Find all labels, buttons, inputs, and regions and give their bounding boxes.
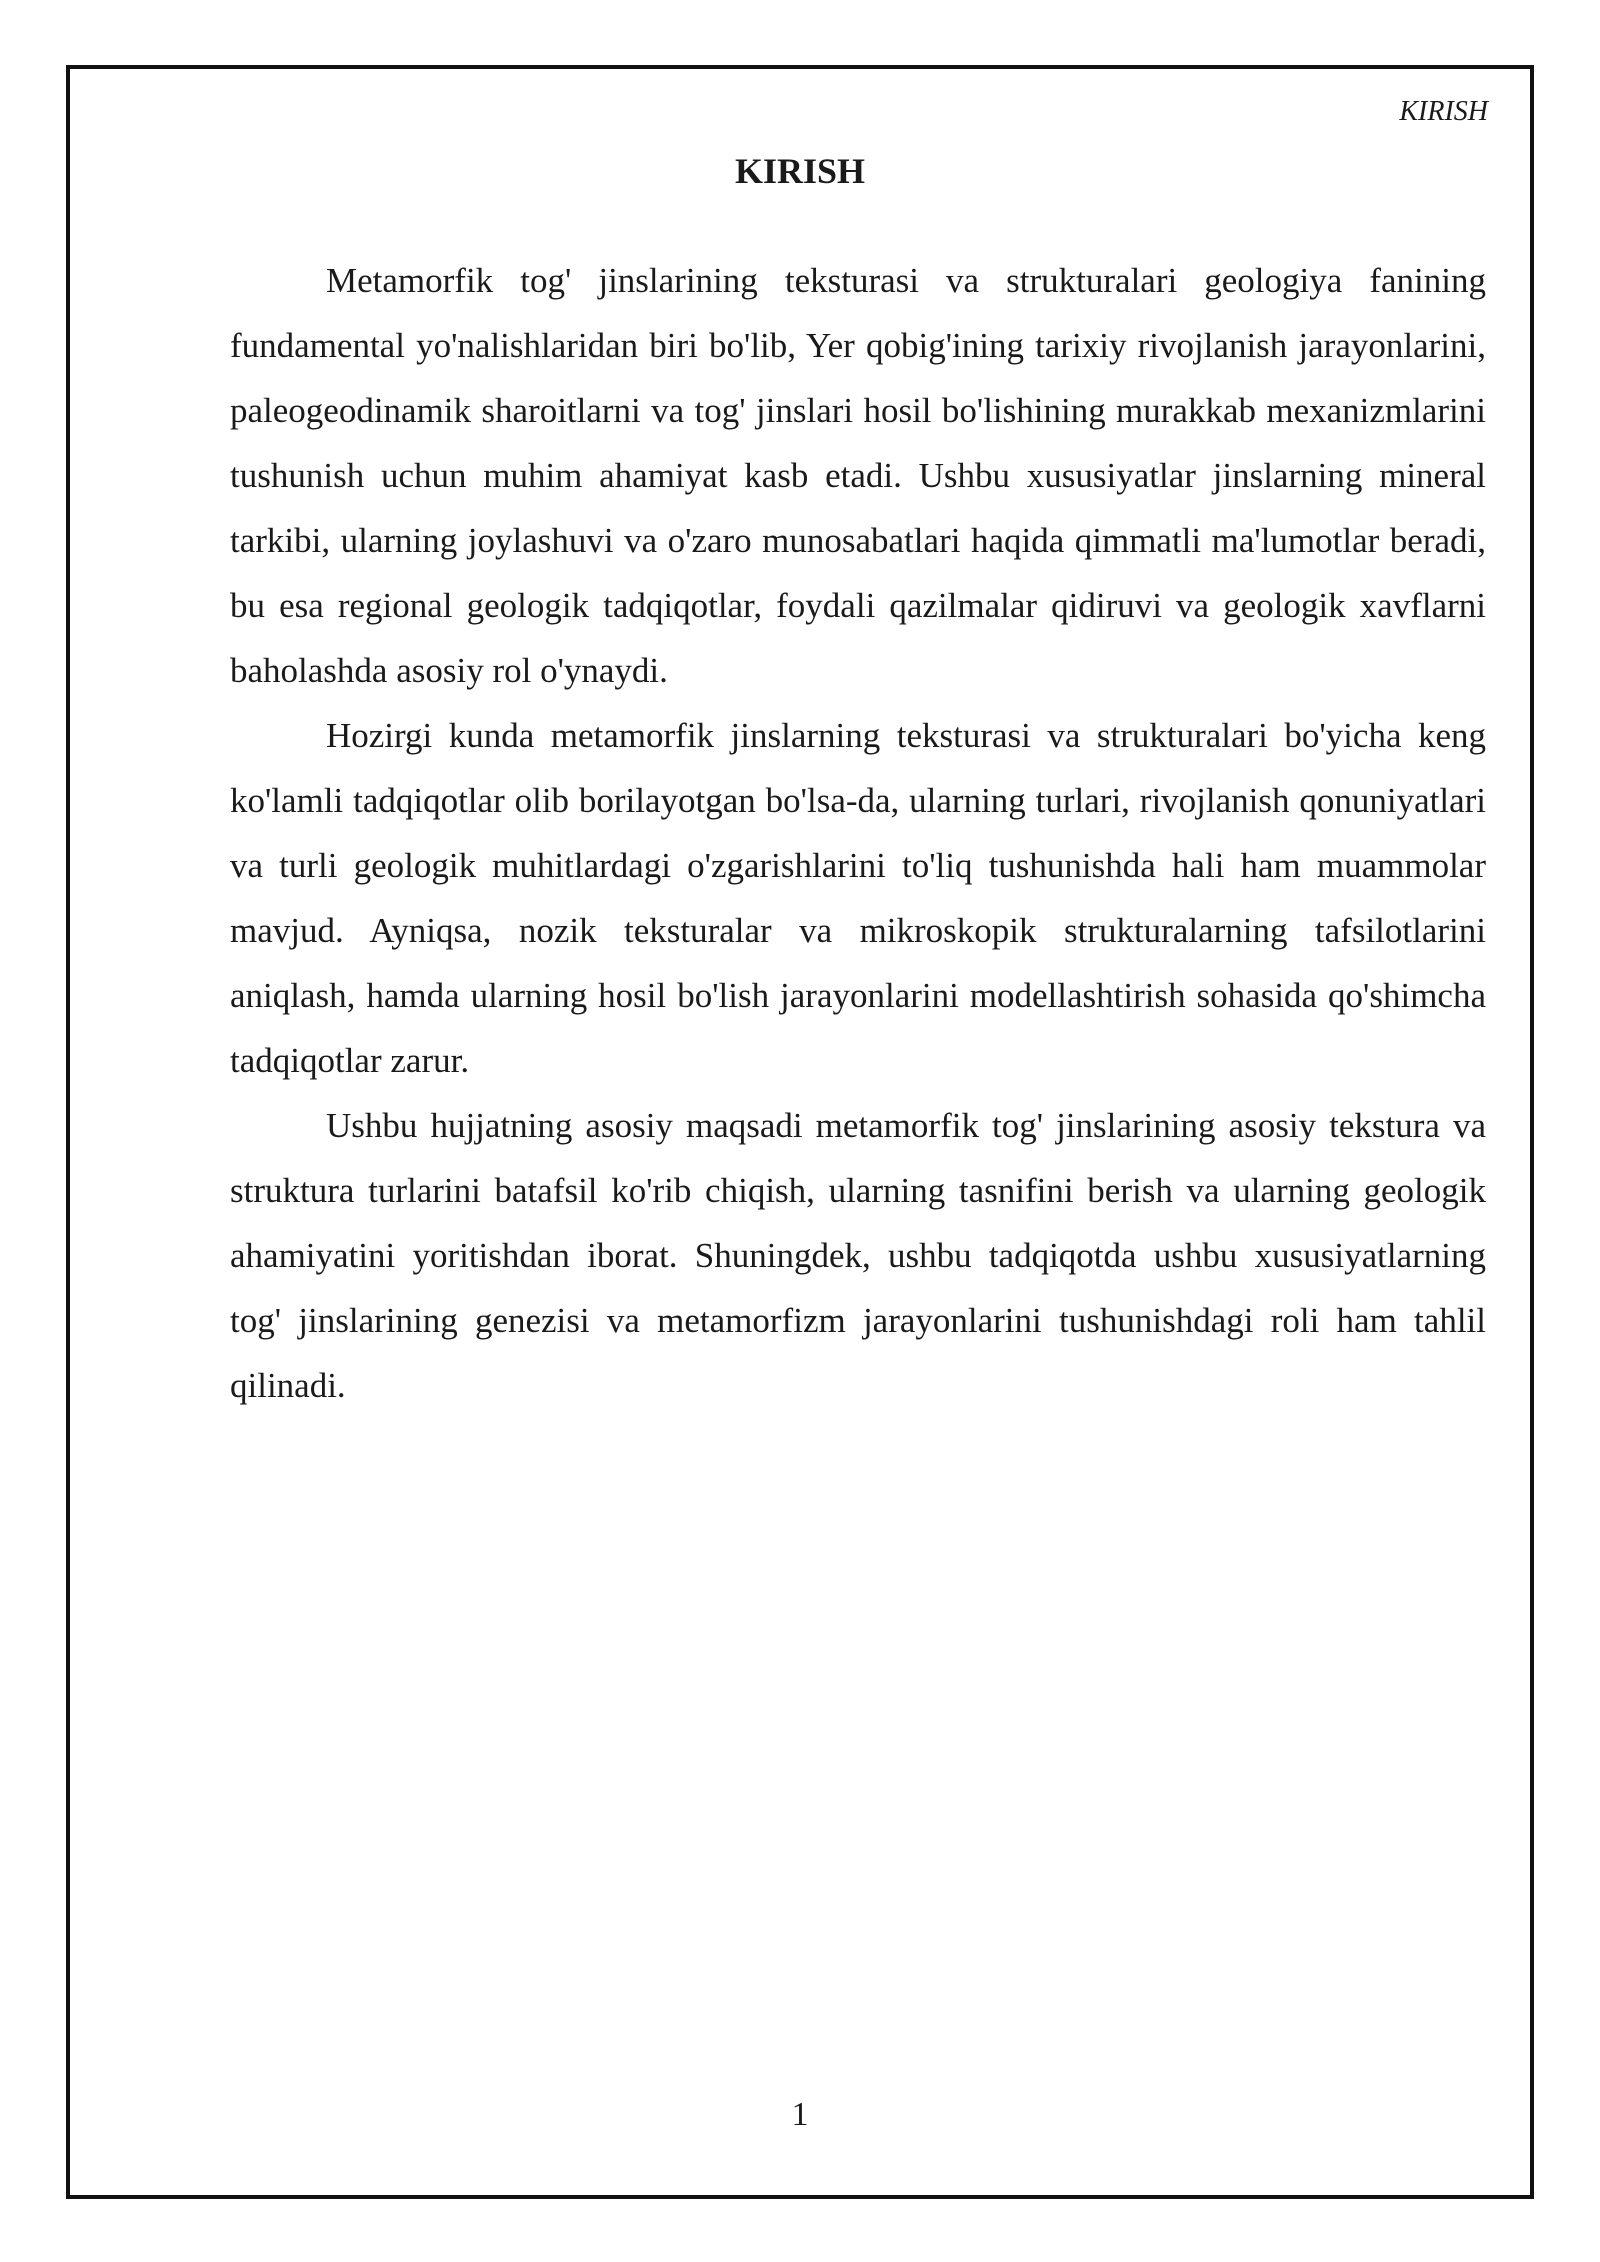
document-title: KIRISH <box>734 151 866 191</box>
running-header: KIRISH <box>1399 96 1488 127</box>
page-number: 1 <box>791 2096 809 2133</box>
paragraph-1: Metamorfik tog' jinslarining teksturasi va strukturalari geologiya fanining fundamental yo'nalishlaridan biri bo'lib, Yer qobig'ining tarixiy rivojlanish jarayonlarini, paleogeodinamik sharoitlarni va tog' jinslari hosil bo'lishining murakkab mexanizmlarini tushunish uchun muhim ahamiyat kasb etadi. Ushbu xususiyatlar jinslarning mineral tarkibi, ularning joylashuvi va o'zaro munosabatlari haqida qimmatli ma'lumotlar beradi, bu esa regional geologik tadqiqotlar, foydali qazilmalar qidiruvi va geologik xavflarni baholashda asosiy rol o'ynaydi. <box>230 261 1486 690</box>
paragraph-2: Hozirgi kunda metamorfik jinslarning teksturasi va strukturalari bo'yicha keng ko'lamli tadqiqotlar olib borilayotgan bo'lsa-da, ularning turlari, rivojlanish qonuniyatlari va turli geologik muhitlardagi o'zgarishlarini to'liq tushunishda hali ham muammolar mavjud. Ayniqsa, nozik teksturalar va mikroskopik strukturalarning tafsilotlarini aniqlash, hamda ularning hosil bo'lish jarayonlarini modellashtirish sohasida qo'shimcha tadqiqotlar zarur. <box>230 716 1486 1080</box>
paragraph-3: Ushbu hujjatning asosiy maqsadi metamorfik tog' jinslarining asosiy tekstura va struktura turlarini batafsil ko'rib chiqish, ularning tasnifini berish va ularning geologik ahamiyatini yoritishdan iborat. Shuningdek, ushbu tadqiqotda ushbu xususiyatlarning tog' jinslarining genezisi va metamorfizm jarayonlarini tushunishdagi roli ham tahlil qilinadi. <box>230 1106 1486 1405</box>
document-body <box>230 248 1486 1418</box>
